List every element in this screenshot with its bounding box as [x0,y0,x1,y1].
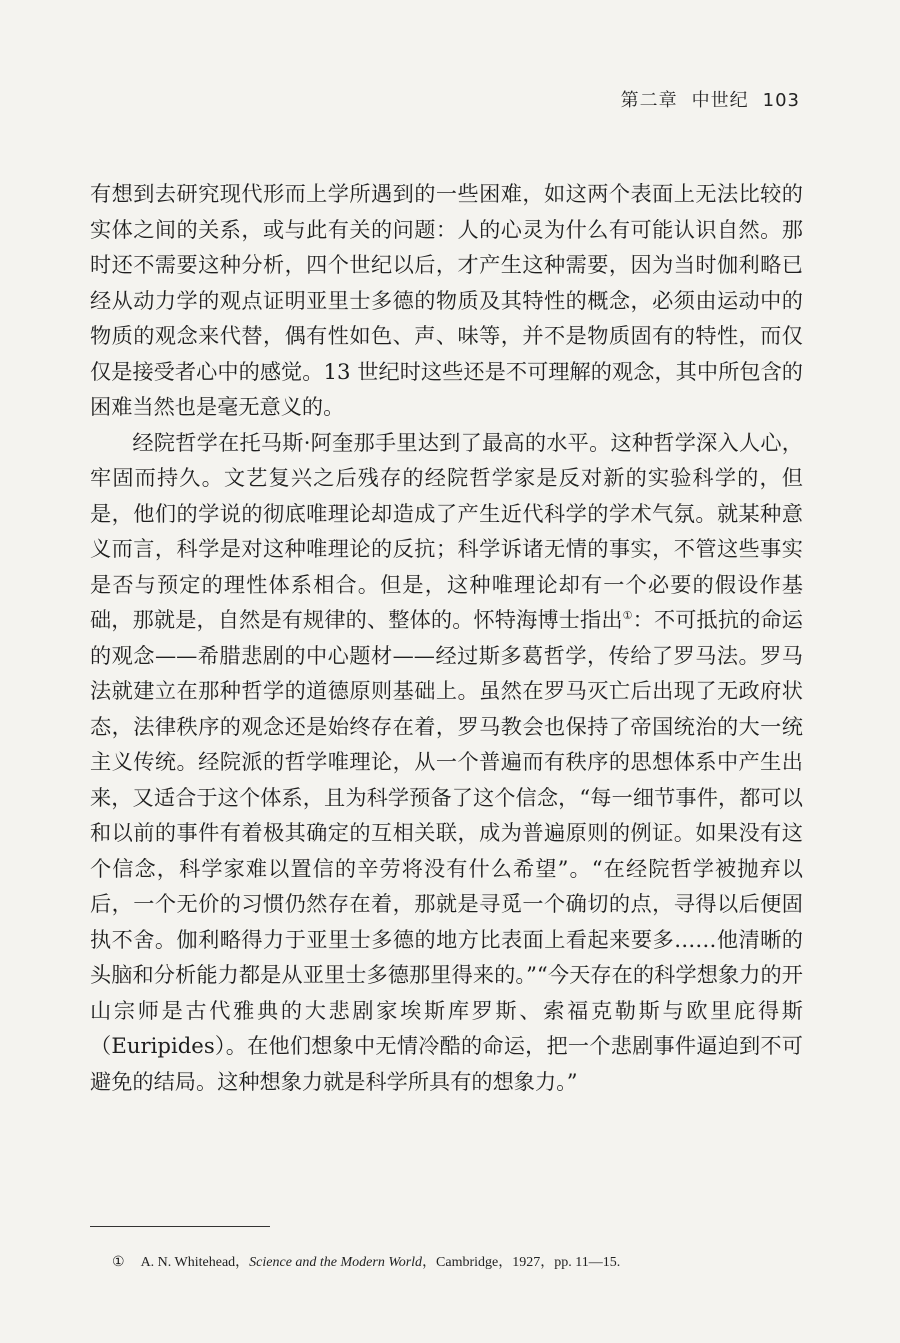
body-text [90,176,803,1099]
paragraph-1: 有想到去研究现代形而上学所遇到的一些困难，如这两个表面上无法比较的实体之间的关系，或与此有关的问题：人的心灵为什么有可能认识自然。那时还不需要这种分析，四个世纪以后，才产生这种需要，因为当时伽利略已经从动力学的观点证明亚里士多德的物质及其特性的概念，必须由运动中的物质的观念来代替，偶有性如色、声、味等，并不是物质固有的特性，而仅仅是接受者心中的感觉。13 世纪时这些还是不可理解的观念，其中所包含的困难当然也是毫无意义的。 [90,181,803,419]
paragraph-2 [90,425,803,1100]
paragraph-2-part-1: 经院哲学在托马斯·阿奎那手里达到了最高的水平。这种哲学深入人心，牢固而持久。文艺复兴之后残存的经院哲学家是反对新的实验科学的，但是，他们的学说的彻底唯理论却造成了产生近代科学的学术气氛。就某种意义而言，科学是对这种唯理论的反抗；科学诉诸无情的事实，不管这些事实是否与预定的理性体系相合。但是，这种唯理论却有一个必要的假设作基础，那就是，自然是有规律的、整体的。怀特海博士指出 [90,429,803,632]
footnote-author: A. N. Whitehead， [140,1255,250,1270]
paragraph-2-part-2: ：不可抵抗的命运的观念——希腊悲剧的中心题材——经过斯多葛哲学，传给了罗马法。罗马法就建立在那种哲学的道德原则基础上。虽然在罗马灭亡后出现了无政府状态，法律秩序的观念还是始终存在着，罗马教会也保持了帝国统治的大一统主义传统。经院派的哲学唯理论，从一个普遍而有秩序的思想体系中产生出来，又适合于这个体系，且为科学预备了这个信念，“每一细节事件，都可以和以前的事件有着极其确定的互相关联，成为普遍原则的例证。如果没有这个信念，科学家难以置信的辛劳将没有什么希望”。“在经院哲学被抛弃以后，一个无价的习惯仍然存在着，那就是寻觅一个确切的点，寻得以后便固执不舍。伽利略得力于亚里士多德的地方比表面上看起来要多……他清晰的头脑和分析能力都是从亚里士多德那里得来的。”“今天存在的科学想象力的开山宗师是古代雅典的大悲剧家埃斯库罗斯、索福克勒斯与欧里庇得斯（Euripides）。在他们想象中无情冷酷的命运，把一个悲剧事件逼迫到不可避免的结局。这种想象力就是科学所具有的想象力。” [90,607,803,1094]
section-label: 中世纪 [691,90,749,111]
footnote [112,1251,620,1271]
footnote-reference: ① [622,609,633,622]
footnote-title: Science and the Modern World [249,1255,423,1270]
footnote-divider [90,1226,270,1227]
chapter-label: 第二章 [620,90,678,111]
running-header [621,86,800,112]
page-number: 103 [762,90,800,111]
footnote-citation: ，Cambridge，1927，pp. 11—15. [422,1255,621,1270]
footnote-mark: ① [112,1255,125,1270]
